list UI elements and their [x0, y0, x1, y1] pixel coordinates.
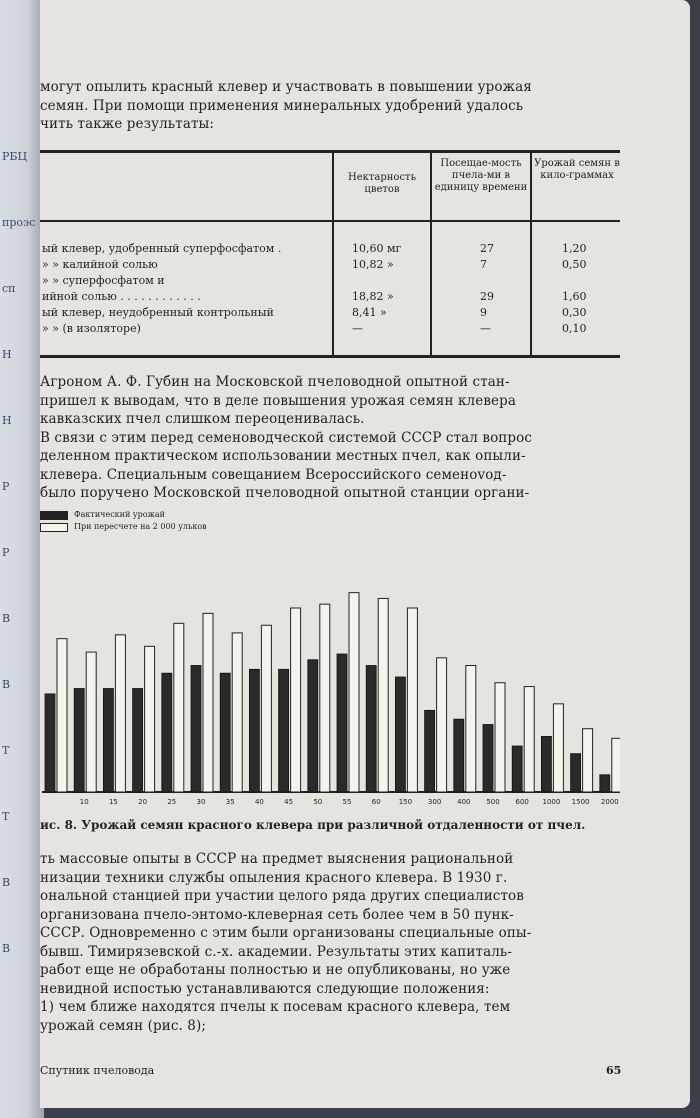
bar-fact: [366, 666, 376, 793]
bar-calc: [437, 658, 447, 792]
x-tick-label: 35: [225, 798, 235, 806]
table-header-nectar: Нектарность цветов: [347, 172, 417, 195]
intro-paragraph: [40, 78, 630, 134]
table-cell-label: » » (в изоляторе): [42, 322, 141, 335]
paragraph-2-line: Агроном А. Ф. Губин на Московской пчеловодной опытной стан-: [40, 374, 510, 390]
x-tick-label: 45: [284, 798, 294, 806]
table-cell-visits: 9: [480, 306, 487, 319]
paragraph-3-line: организована пчело-энтомо-клеверная сеть более чем в 50 пунк-: [40, 906, 514, 923]
bar-fact: [191, 666, 201, 793]
bar-calc: [524, 687, 534, 792]
bar-calc: [203, 613, 213, 792]
bar-calc: [86, 652, 96, 792]
bar-calc: [378, 598, 388, 792]
left-page-fragment: Т: [2, 744, 10, 757]
table-cell-label: » » калийной солью: [42, 258, 158, 271]
paragraph-3-line: бывш. Тимирязевской с.-х. академии. Результаты этих капиталь-: [40, 943, 513, 960]
bar-calc: [612, 738, 620, 792]
paragraph-3-line: ональной станцией при участии целого ряда других специалистов: [40, 888, 524, 904]
table-cell-visits: 7: [480, 258, 487, 271]
bar-fact: [45, 694, 55, 792]
x-tick-label: 25: [167, 798, 177, 806]
bar-fact: [395, 677, 405, 792]
table-cell-visits: —: [480, 322, 491, 335]
paragraph-3-line: ть массовые опыты в СССР на предмет выяснения рациональной: [40, 851, 514, 867]
bar-fact: [74, 689, 84, 793]
bar-calc: [115, 635, 125, 792]
bar-fact: [337, 654, 347, 792]
x-tick-label: 55: [342, 798, 352, 806]
bar-fact: [162, 673, 172, 792]
x-tick-label: 40: [254, 798, 264, 806]
table-cell-yield: 0,30: [562, 306, 587, 319]
table-row: [40, 242, 620, 256]
paragraph-3-line: работ еще не обработаны полностью и не опубликованы, но уже: [40, 962, 511, 978]
bar-fact: [103, 689, 113, 793]
x-tick-label: 30: [196, 798, 206, 806]
bar-calc: [320, 604, 330, 792]
bar-fact: [308, 660, 318, 792]
table-cell-visits: 27: [480, 242, 494, 255]
table-cell-label: ый клевер, неудобренный контрольный: [42, 306, 274, 319]
left-page-fragment: В: [2, 942, 11, 955]
table-cell-yield: 0,10: [562, 322, 587, 335]
legend-label-fact: Фактический урожай: [74, 510, 165, 519]
left-page-edge: [0, 0, 44, 1118]
x-tick-label: 50: [313, 798, 323, 806]
left-page-fragment: сп: [2, 282, 16, 295]
chart-plot-area: [40, 510, 620, 810]
bar-calc: [583, 729, 593, 792]
paragraph-2: [40, 373, 630, 503]
left-page-fragment: Н: [2, 348, 12, 361]
bar-fact: [541, 736, 551, 792]
bar-fact: [512, 746, 522, 792]
bar-calc: [495, 683, 505, 792]
bar-fact: [425, 710, 435, 792]
table-row: [40, 290, 620, 304]
paragraph-3-line: урожай семян (рис. 8);: [40, 1017, 206, 1034]
bar-calc: [57, 639, 67, 792]
left-page-fragment: В: [2, 876, 11, 889]
table-cell-yield: 1,60: [562, 290, 587, 303]
paragraph-2-line: кавказских пчел слишком переоценивалась.: [40, 411, 365, 427]
table-row: [40, 274, 620, 288]
table-header-yield: Урожай семян в кило-граммах: [534, 158, 620, 181]
paragraph-2-line: было поручено Московской пчеловодной опытной станции органи-: [40, 485, 530, 501]
paragraph-2-line: пришел к выводам, что в деле повышения урожая семян клевера: [40, 392, 516, 409]
x-tick-label: 10: [79, 798, 89, 806]
paragraph-3-line: невидной испостью устанавливаются следующие положения:: [40, 980, 490, 997]
table-cell-nectar: 10,82 »: [352, 258, 394, 271]
paragraph-2-line: клевера. Специальным совещанием Всероссийского семенovод-: [40, 466, 507, 483]
paragraph-3-line: СССР. Одновременно с этим были организованы специальные опы-: [40, 925, 532, 941]
left-page-fragment: В: [2, 678, 11, 691]
table-cell-nectar: 18,82 »: [352, 290, 394, 303]
x-tick-label: 2000: [600, 798, 619, 806]
bar-calc: [145, 646, 155, 792]
page-number: 65: [606, 1064, 622, 1077]
paragraph-3: [40, 850, 630, 1035]
paragraph-2-line: В связи с этим перед семеноводческой системой СССР стал вопрос: [40, 429, 533, 446]
bar-calc: [174, 623, 184, 792]
bar-fact: [571, 754, 581, 792]
left-page-fragment: проэс: [2, 216, 36, 229]
table-row: [40, 322, 620, 336]
bar-fact: [279, 669, 289, 792]
table-cell-visits: 29: [480, 290, 494, 303]
bar-chart: [40, 510, 620, 810]
x-tick-label: 1000: [542, 798, 561, 806]
table-row: [40, 306, 620, 320]
table-cell-yield: 0,50: [562, 258, 587, 271]
x-tick-label: 400: [457, 798, 471, 806]
x-tick-label: 150: [398, 798, 413, 806]
table-header-visits: Посещае-мость пчела-ми в единицу времени: [434, 158, 528, 193]
paragraph-3-line: 1) чем ближе находятся пчелы к посевам красного клевера, тем: [40, 999, 511, 1015]
left-page-fragment: Р: [2, 546, 10, 559]
table-row: [40, 258, 620, 272]
bar-calc: [349, 593, 359, 792]
table-header-rule: [40, 220, 620, 222]
bar-calc: [291, 608, 301, 792]
x-tick-label: 20: [138, 798, 148, 806]
running-title: Спутник пчеловода: [40, 1064, 155, 1077]
left-page-fragment: Р: [2, 480, 10, 493]
intro-line: могут опылить красный клевер и участвовать в повышении урожая: [40, 79, 532, 95]
bar-calc: [407, 608, 417, 792]
legend-label-calc: При пересчете на 2 000 ульков: [74, 522, 207, 531]
x-tick-label: 60: [371, 798, 381, 806]
bar-fact: [249, 669, 259, 792]
x-tick-label: 600: [515, 798, 529, 806]
bar-calc: [553, 704, 563, 792]
book-page: [40, 0, 690, 1108]
bar-fact: [133, 689, 143, 793]
left-page-fragment: Т: [2, 810, 10, 823]
table-cell-label: » » суперфосфатом и: [42, 274, 165, 287]
bar-fact: [454, 719, 464, 792]
intro-line: чить также результаты:: [40, 116, 215, 132]
table-cell-yield: 1,20: [562, 242, 587, 255]
table-cell-nectar: —: [352, 322, 363, 335]
intro-line: семян. При помощи применения минеральных удобрений удалось: [40, 97, 524, 114]
bar-calc: [466, 666, 476, 793]
x-tick-label: 1500: [571, 798, 590, 806]
x-tick-label: 300: [427, 798, 442, 806]
x-tick-label: 500: [486, 798, 500, 806]
bar-fact: [483, 725, 493, 792]
bar-calc: [232, 633, 242, 792]
bar-fact: [600, 775, 610, 792]
x-tick-label: 15: [108, 798, 118, 806]
bar-calc: [261, 625, 271, 792]
table-cell-label: ийной солью . . . . . . . . . . . .: [42, 290, 201, 303]
paragraph-2-line: деленном практическом использовании местных пчел, как опыли-: [40, 448, 526, 464]
paragraph-3-line: низации техники службы опыления красного клевера. В 1930 г.: [40, 869, 508, 886]
table-cell-nectar: 8,41 »: [352, 306, 387, 319]
table-cell-label: ый клевер, удобренный суперфосфатом .: [42, 242, 282, 255]
table-bottom-rule: [40, 355, 620, 358]
left-page-fragment: РБЦ: [2, 150, 28, 163]
table-cell-nectar: 10,60 мг: [352, 242, 402, 255]
bar-fact: [220, 673, 230, 792]
left-page-fragment: В: [2, 612, 11, 625]
table-top-rule: [40, 150, 620, 153]
page-footer: [40, 1064, 630, 1077]
left-page-fragment: Н: [2, 414, 12, 427]
figure-caption: ис. 8. Урожай семян красного клевера при различной отдаленности от пчел.: [40, 818, 586, 832]
